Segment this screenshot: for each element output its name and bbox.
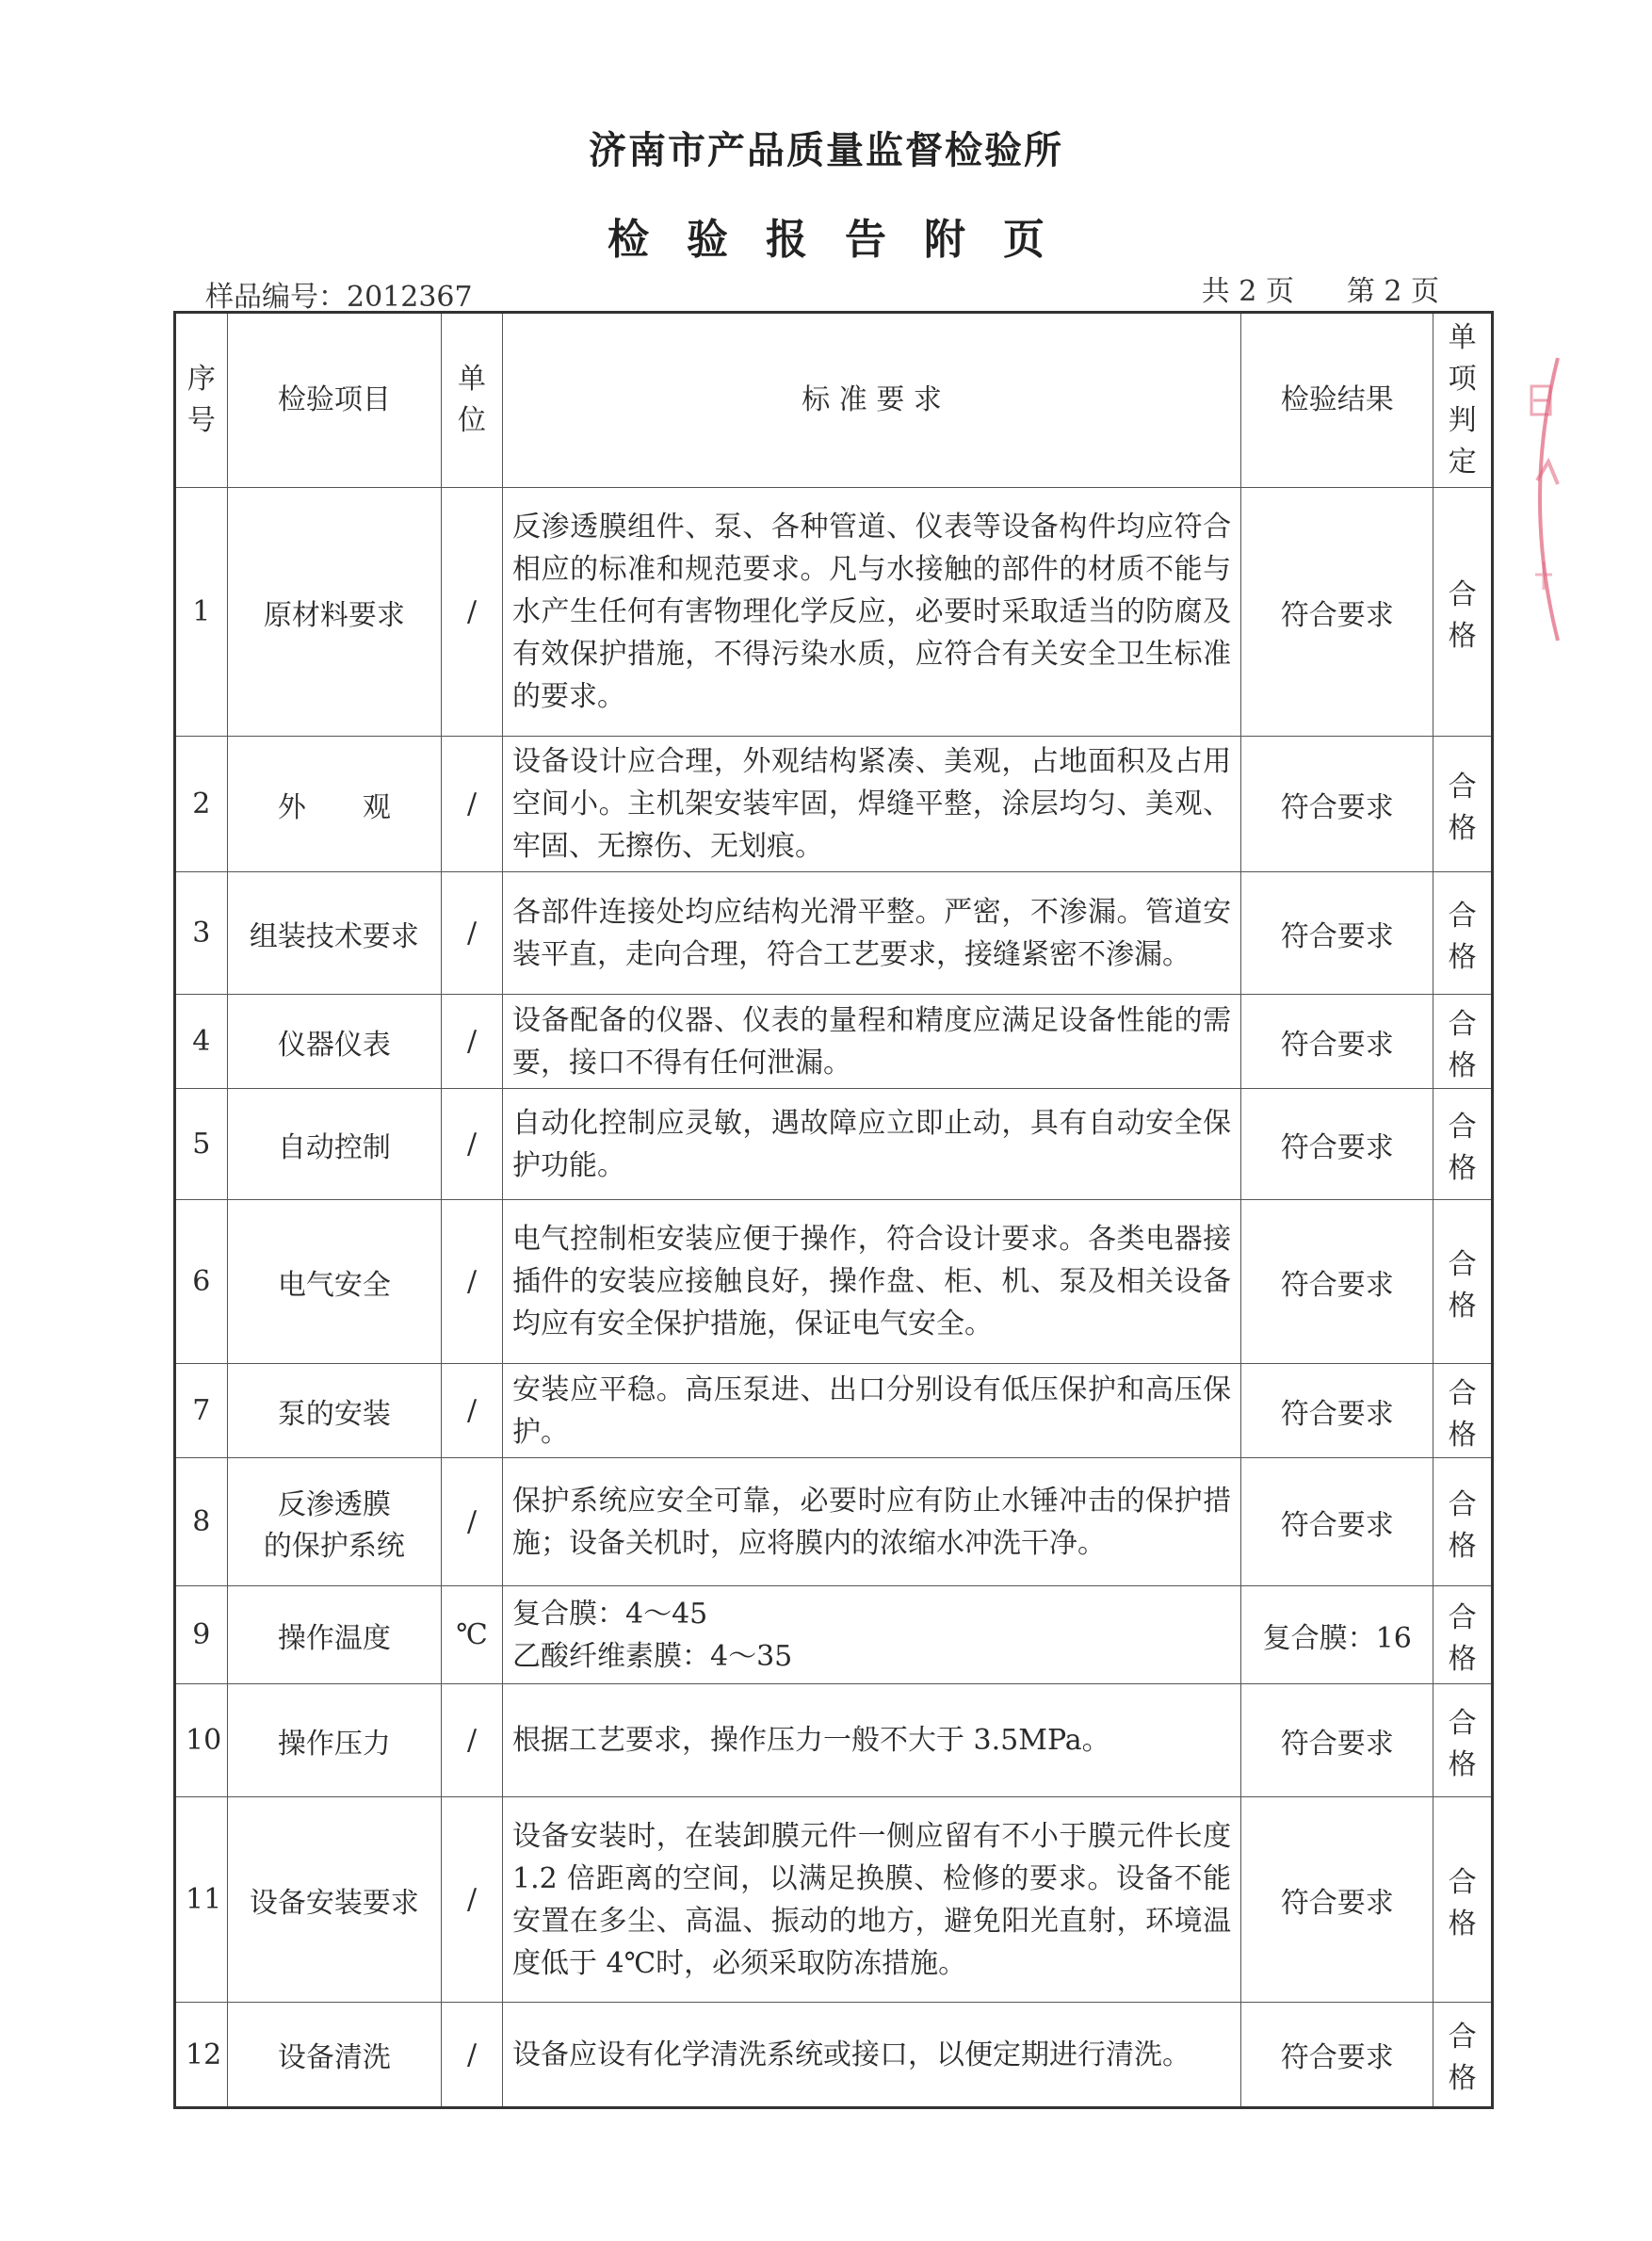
row-unit: /: [442, 995, 503, 1089]
row-unit: /: [442, 1458, 503, 1586]
row-no: 5: [175, 1089, 228, 1200]
row-judge: 合格: [1433, 1458, 1493, 1586]
row-no: 12: [175, 2003, 228, 2108]
table-row: [175, 1684, 1493, 1797]
row-item: 设备清洗: [227, 2003, 441, 2108]
row-no: 10: [175, 1684, 228, 1797]
row-no: 11: [175, 1797, 228, 2003]
row-judge: 合格: [1433, 488, 1493, 737]
row-requirement: 复合膜：4～45 乙酸纤维素膜：4～35: [502, 1586, 1240, 1684]
inspection-table: [173, 311, 1494, 2109]
row-result: 符合要求: [1241, 1458, 1433, 1586]
row-no: 1: [175, 488, 228, 737]
table-row: [175, 488, 1493, 737]
total-pages: 共 2 页: [1201, 275, 1294, 308]
table-row: [175, 1458, 1493, 1586]
page-count: [1202, 268, 1439, 309]
header-unit: 单 位: [442, 313, 503, 488]
table-header-row: [175, 313, 1493, 488]
row-no: 7: [175, 1364, 228, 1458]
row-unit: /: [442, 2003, 503, 2108]
row-judge: 合格: [1433, 1797, 1493, 2003]
table-row: [175, 1586, 1493, 1684]
row-unit: /: [442, 1797, 503, 2003]
row-unit: /: [442, 488, 503, 737]
row-no: 6: [175, 1200, 228, 1364]
organization-title: 济南市产品质量监督检验所: [589, 128, 1063, 172]
row-unit: /: [442, 1364, 503, 1458]
row-judge: 合格: [1433, 1684, 1493, 1797]
row-item: 设备安装要求: [227, 1797, 441, 2003]
header-item: 检验项目: [227, 313, 441, 488]
document-title: 检验报告附页: [607, 216, 1082, 264]
current-page: 第 2 页: [1346, 275, 1439, 308]
table-row: [175, 737, 1493, 872]
row-item: 外 观: [227, 737, 441, 872]
row-unit: /: [442, 1200, 503, 1364]
row-item: 原材料要求: [227, 488, 441, 737]
row-requirement: 反渗透膜组件、泵、各种管道、仪表等设备构件均应符合相应的标准和规范要求。凡与水接触的部件的材质不能与水产生任何有害物理化学反应，必要时采取适当的防腐及有效保护措施，不得污染水质，应符合有关安全卫生标准的要求。: [502, 488, 1240, 737]
table-row: [175, 2003, 1493, 2108]
row-no: 2: [175, 737, 228, 872]
row-result: 符合要求: [1241, 1684, 1433, 1797]
table-row: [175, 1364, 1493, 1458]
row-unit: /: [442, 1089, 503, 1200]
row-result: 符合要求: [1241, 2003, 1433, 2108]
row-item: 反渗透膜 的保护系统: [227, 1458, 441, 1586]
row-item: 组装技术要求: [227, 872, 441, 995]
row-judge: 合格: [1433, 1586, 1493, 1684]
row-item: 仪器仪表: [227, 995, 441, 1089]
table-row: [175, 995, 1493, 1089]
row-requirement: 根据工艺要求，操作压力一般不大于 3.5MPa。: [502, 1684, 1240, 1797]
row-judge: 合格: [1433, 872, 1493, 995]
row-requirement: 各部件连接处均应结构光滑平整。严密，不渗漏。管道安装平直，走向合理，符合工艺要求，接缝紧密不渗漏。: [502, 872, 1240, 995]
row-result: 符合要求: [1241, 488, 1433, 737]
row-no: 3: [175, 872, 228, 995]
row-result: 符合要求: [1241, 737, 1433, 872]
seal-mark-3: [1535, 561, 1552, 590]
row-no: 8: [175, 1458, 228, 1586]
row-requirement: 电气控制柜安装应便于操作，符合设计要求。各类电器接插件的安装应接触良好，操作盘、柜、机、泵及相关设备均应有安全保护措施，保证电气安全。: [502, 1200, 1240, 1364]
row-judge: 合格: [1433, 2003, 1493, 2108]
row-unit: /: [442, 872, 503, 995]
header-no: 序 号: [175, 313, 228, 488]
row-judge: 合格: [1433, 995, 1493, 1089]
table-row: [175, 1089, 1493, 1200]
row-item: 操作压力: [227, 1684, 441, 1797]
row-result: 复合膜：16: [1241, 1586, 1433, 1684]
row-judge: 合格: [1433, 1200, 1493, 1364]
row-result: 符合要求: [1241, 1200, 1433, 1364]
header-judge: 单项 判定: [1433, 313, 1493, 488]
row-result: 符合要求: [1241, 1364, 1433, 1458]
row-no: 9: [175, 1586, 228, 1684]
row-judge: 合格: [1433, 1089, 1493, 1200]
row-requirement: 设备配备的仪器、仪表的量程和精度应满足设备性能的需要，接口不得有任何泄漏。: [502, 995, 1240, 1089]
table-row: [175, 1797, 1493, 2003]
row-unit: ℃: [442, 1586, 503, 1684]
row-item: 泵的安装: [227, 1364, 441, 1458]
row-judge: 合格: [1433, 1364, 1493, 1458]
row-result: 符合要求: [1241, 872, 1433, 995]
header-requirement: 标 准 要 求: [502, 313, 1240, 488]
row-item: 电气安全: [227, 1200, 441, 1364]
header-result: 检验结果: [1241, 313, 1433, 488]
red-seal-fragment: [1513, 349, 1569, 650]
row-result: 符合要求: [1241, 1089, 1433, 1200]
sample-number: 样品编号：2012367: [205, 281, 473, 314]
row-requirement: 自动化控制应灵敏，遇故障应立即止动，具有自动安全保护功能。: [502, 1089, 1240, 1200]
row-requirement: 设备安装时，在装卸膜元件一侧应留有不小于膜元件长度 1.2 倍距离的空间，以满足换膜、检修的要求。设备不能安置在多尘、高温、振动的地方，避免阳光直射，环境温度低于 4℃时，必须采取防冻措施。: [502, 1797, 1240, 2003]
row-requirement: 设备设计应合理，外观结构紧凑、美观，占地面积及占用空间小。主机架安装牢固，焊缝平整，涂层均匀、美观、牢固、无擦伤、无划痕。: [502, 737, 1240, 872]
row-item: 操作温度: [227, 1586, 441, 1684]
row-requirement: 保护系统应安全可靠，必要时应有防止水锤冲击的保护措施；设备关机时，应将膜内的浓缩水冲洗干净。: [502, 1458, 1240, 1586]
row-result: 符合要求: [1241, 1797, 1433, 2003]
table-row: [175, 1200, 1493, 1364]
row-unit: /: [442, 1684, 503, 1797]
table-row: [175, 872, 1493, 995]
row-unit: /: [442, 737, 503, 872]
row-requirement: 设备应设有化学清洗系统或接口，以便定期进行清洗。: [502, 2003, 1240, 2108]
row-requirement: 安装应平稳。高压泵进、出口分别设有低压保护和高压保护。: [502, 1364, 1240, 1458]
row-no: 4: [175, 995, 228, 1089]
row-judge: 合格: [1433, 737, 1493, 872]
row-result: 符合要求: [1241, 995, 1433, 1089]
row-item: 自动控制: [227, 1089, 441, 1200]
